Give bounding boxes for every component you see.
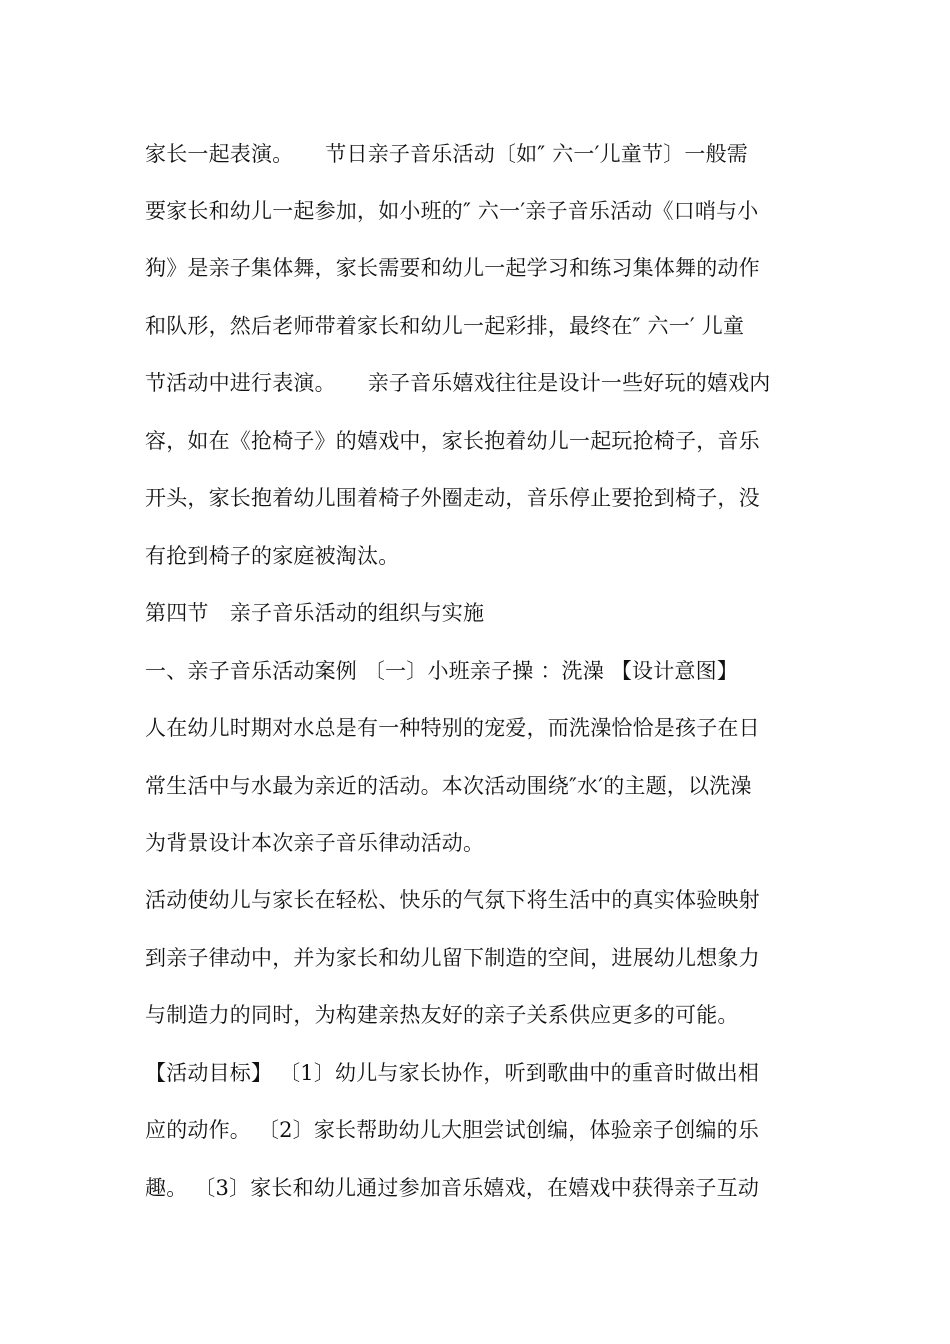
text-line: 要家长和幼儿一起参加，如小班的″ 六一′亲子音乐活动《口哨与小 <box>145 199 759 223</box>
text-line: 容，如在《抢椅子》的嬉戏中，家长抱着幼儿一起玩抢椅子，音乐 <box>145 429 760 453</box>
text-line: 为背景设计本次亲子音乐律动活动。 <box>145 831 485 855</box>
text-line: 家长一起表演。 节日亲子音乐活动〔如″ 六一′儿童节〕一般需 <box>145 142 748 166</box>
subsection-heading: 一、亲子音乐活动案例 〔一〕小班亲子操 ：洗澡 【设计意图】 <box>145 659 739 683</box>
text-line: 常生活中与水最为亲近的活动。本次活动围绕″水′的主题，以洗澡 <box>145 774 752 798</box>
text-line: 趣。 〔3〕家长和幼儿通过参加音乐嬉戏，在嬉戏中获得亲子互动 <box>145 1176 760 1200</box>
text-line: 节活动中进行表演。 亲子音乐嬉戏往往是设计一些好玩的嬉戏内 <box>145 371 771 395</box>
text-line: 与制造力的同时，为构建亲热友好的亲子关系供应更多的可能。 <box>145 1003 739 1027</box>
text-line: 【活动目标】 〔1〕幼儿与家长协作，听到歌曲中的重音时做出相 <box>145 1061 760 1085</box>
text-line: 活动使幼儿与家长在轻松、快乐的气氛下将生活中的真实体验映射 <box>145 888 760 912</box>
text-line: 应的动作。 〔2〕家长帮助幼儿大胆尝试创编，体验亲子创编的乐 <box>145 1118 760 1142</box>
text-line: 人在幼儿时期对水总是有一种特别的宠爱，而洗澡恰恰是孩子在日 <box>145 716 760 740</box>
text-line: 到亲子律动中，并为家长和幼儿留下制造的空间，进展幼儿想象力 <box>145 946 760 970</box>
section-heading: 第四节 亲子音乐活动的组织与实施 <box>145 601 485 625</box>
text-line: 有抢到椅子的家庭被淘汰。 <box>145 544 400 568</box>
text-line: 开头，家长抱着幼儿围着椅子外圈走动，音乐停止要抢到椅子，没 <box>145 486 760 510</box>
text-line: 和队形，然后老师带着家长和幼儿一起彩排，最终在″ 六一′ 儿童 <box>145 314 745 338</box>
text-line: 狗》是亲子集体舞，家长需要和幼儿一起学习和练习集体舞的动作 <box>145 256 760 280</box>
